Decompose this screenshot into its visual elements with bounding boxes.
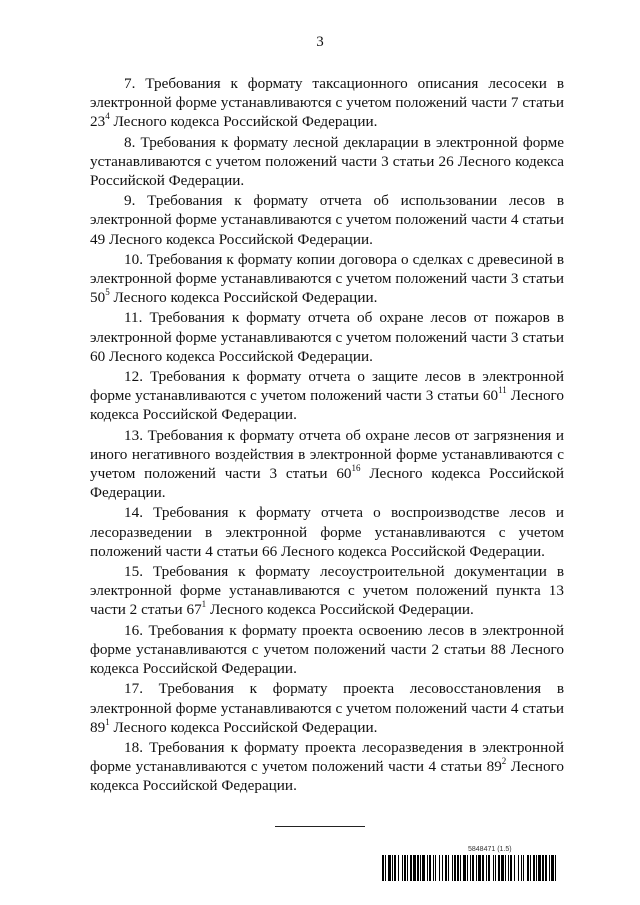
page-number: 3	[316, 34, 324, 50]
paragraph-13	[90, 426, 564, 503]
paragraph-9	[90, 191, 564, 249]
barcode-icon	[382, 855, 558, 881]
paragraph-text-tail: Лесного кодекса Российской Федерации.	[90, 387, 564, 424]
paragraph-text: 9. Требования к формату отчета об использовании лесов в электронной форме устанавливаются с учетом положений части 4 статьи 49 Лесного кодекса Российской Федерации.	[90, 192, 564, 248]
paragraph-text-tail: Лесного кодекса Российской Федерации.	[90, 465, 564, 502]
paragraph-text: 11. Требования к формату отчета об охране лесов от пожаров в электронной форме устанавливаются с учетом положений части 3 статьи 60 Лесного кодекса Российской Федерации.	[90, 309, 564, 365]
paragraph-text-tail: Лесного кодекса Российской Федерации.	[206, 601, 474, 619]
paragraph-text: 18. Требования к формату проекта лесоразведения в электронной форме устанавливаются с учетом положений части 4 статьи 89	[90, 738, 564, 776]
paragraph-text: 15. Требования к формату лесоустроительной документации в электронной форме устанавливаются с учетом положений пункта 13 части 2 статьи 67	[90, 563, 564, 619]
paragraph-text: 17. Требования к формату проекта лесовосстановления в электронной форме устанавливаются с учетом положений части 4 статьи 89	[90, 680, 564, 736]
paragraph-18	[90, 738, 564, 796]
paragraph-text-tail: Лесного кодекса Российской Федерации.	[90, 758, 564, 795]
paragraph-15	[90, 562, 564, 620]
superscript: 11	[498, 385, 507, 396]
paragraph-8	[90, 133, 564, 191]
paragraph-text: 16. Требования к формату проекта освоению лесов в электронной форме устанавливаются с учетом положений части 2 статьи 88 Лесного кодекса Российской Федерации.	[90, 621, 564, 678]
paragraph-12	[90, 367, 564, 425]
document-code: 5848471 (1.5)	[468, 846, 512, 853]
paragraph-text: 10. Требования к формату копии договора о сделках с древесиной в электронной форме устанавливаются с учетом положений части 3 статьи 50	[90, 250, 564, 307]
superscript: 1	[105, 716, 110, 727]
paragraph-10	[90, 250, 564, 308]
paragraph-text: 14. Требования к формату отчета о воспроизводстве лесов и лесоразведении в электронной форме устанавливаются с учетом положений части 4 статьи 66 Лесного кодекса Российской Федерации.	[90, 504, 564, 560]
paragraph-text: 12. Требования к формату отчета о защите лесов в электронной форме устанавливаются с учетом положений части 3 статьи 60	[90, 368, 564, 405]
paragraph-text-tail: Лесного кодекса Российской Федерации.	[109, 113, 378, 131]
superscript: 1	[201, 599, 207, 610]
paragraph-16	[90, 621, 564, 679]
paragraph-14	[90, 503, 564, 561]
paragraph-text-tail: Лесного кодекса Российской Федерации.	[109, 718, 378, 736]
paragraph-text: 7. Требования к формату таксационного описания лесосеки в электронной форме устанавливаются с учетом положений части 7 статьи 23	[90, 75, 564, 131]
paragraph-text-tail: Лесного кодекса Российской Федерации.	[109, 289, 378, 307]
paragraph-17	[90, 679, 564, 737]
superscript: 4	[105, 111, 110, 122]
footer-divider	[275, 826, 365, 827]
paragraph-7	[90, 74, 564, 132]
superscript: 5	[105, 287, 110, 298]
paragraph-11	[90, 308, 564, 366]
superscript: 2	[501, 756, 507, 767]
superscript: 16	[351, 463, 361, 473]
document-body	[90, 74, 564, 797]
paragraph-text: 13. Требования к формату отчета об охране лесов от загрязнения и иного негативного воздействия в электронной форме устанавливаются с учетом положений части 3 статьи 60	[90, 426, 564, 483]
paragraph-text: 8. Требования к формату лесной декларации в электронной форме устанавливаются с учетом положений части 3 статьи 26 Лесного кодекса Российской Федерации.	[90, 133, 564, 190]
